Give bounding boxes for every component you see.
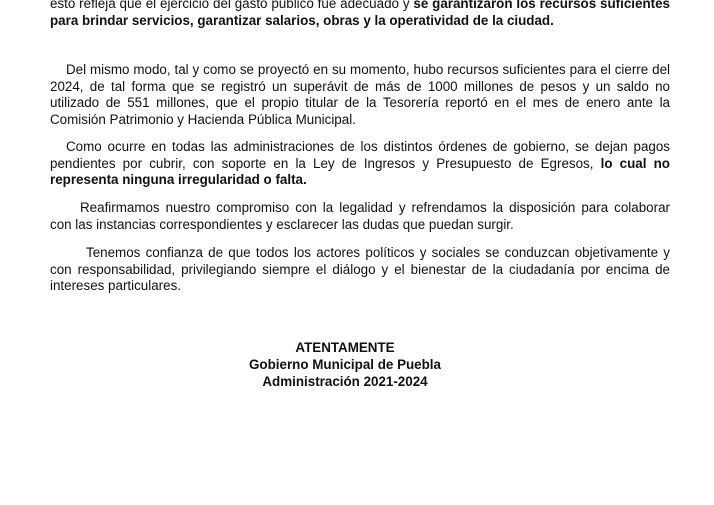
- paragraph-confidence: Tenemos confianza de que todos los actores políticos y sociales se conduzcan objetivamente y con responsabilidad, privilegiando siempre el diálogo y el bienestar de la ciudadanía por encima de intereses particulares.: [50, 245, 670, 293]
- paragraph-pending-payments: [50, 139, 670, 189]
- paragraph-budget-adequacy: [50, 0, 670, 29]
- signature-block: [0, 339, 690, 390]
- paragraph-budget-adequacy-text: esto refleja que el ejercicio del gasto público fue adecuado y: [50, 0, 414, 11]
- paragraph-pending-payments-bold: lo cual no representa ninguna irregularidad o falta.: [50, 155, 670, 187]
- paragraph-surplus: Del mismo modo, tal y como se proyectó en su momento, hubo recursos suficientes para el cierre del 2024, de tal forma que se registró un superávit de más de 1000 millones de pesos y un saldo no utilizado de 551 millones, que el propio titular de la Tesorería reportó en el mes de enero ante la Comisión Patrimonio y Hacienda Pública Municipal.: [50, 62, 670, 127]
- paragraph-pending-payments-text: Como ocurre en todas las administraciones de los distintos órdenes de gobierno, se dejan pagos pendientes por cubrir, con soporte en la Ley de Ingresos y Presupuesto de Egresos,: [50, 139, 670, 171]
- signature-closing: ATENTAMENTE: [295, 340, 395, 355]
- signature-administration: Administración 2021-2024: [262, 374, 428, 389]
- paragraph-commitment: Reafirmamos nuestro compromiso con la legalidad y refrendamos la disposición para colaborar con las instancias correspondientes y esclarecer las dudas que puedan surgir.: [50, 200, 670, 232]
- signature-organization: Gobierno Municipal de Puebla: [249, 357, 441, 372]
- paragraph-budget-adequacy-bold: se garantizaron los recursos suficientes para brindar servicios, garantizar salarios, obras y la operatividad de la ciudad.: [50, 0, 670, 28]
